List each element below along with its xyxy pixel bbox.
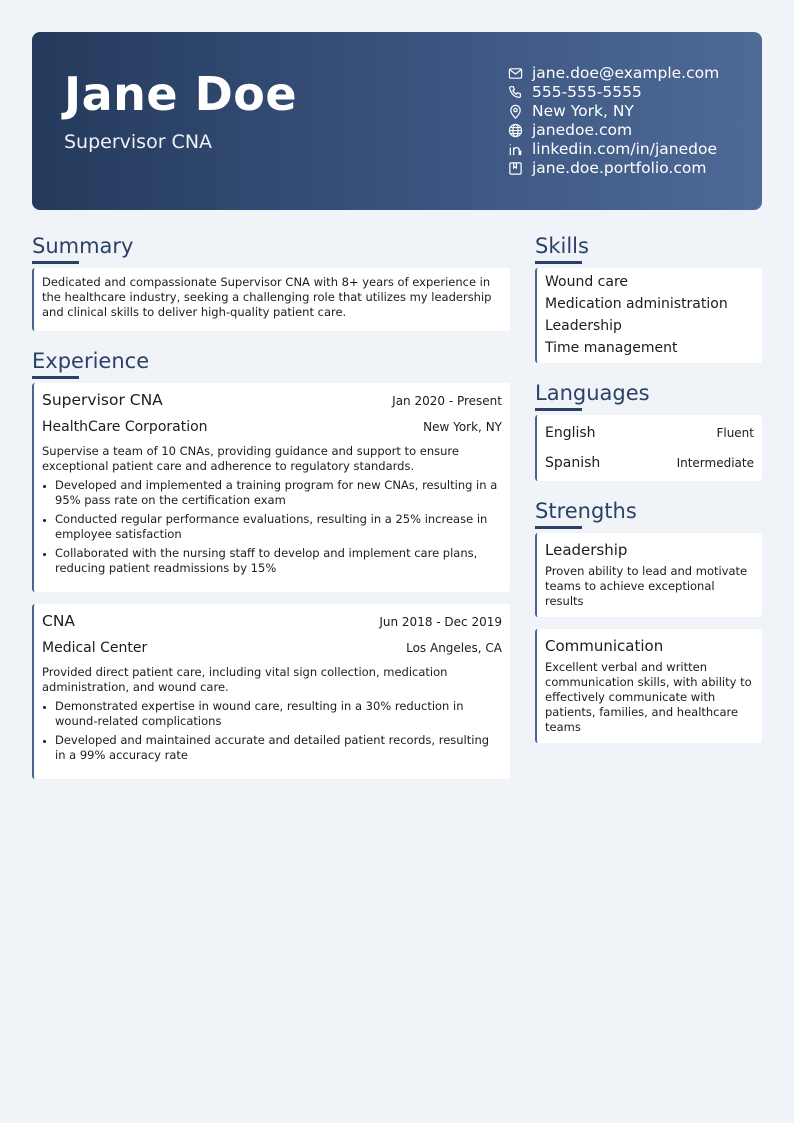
portfolio-icon [508, 159, 532, 178]
skill-item: Wound care [545, 274, 629, 290]
summary-card [32, 268, 510, 331]
language-name: Spanish [545, 455, 601, 471]
experience-description: Provided direct patient care, including vital sign collection, medication administration, and wound care. [42, 665, 448, 694]
experience-company: HealthCare Corporation [42, 419, 208, 435]
resume-header [32, 32, 762, 210]
experience-item [32, 604, 510, 779]
experience-role-row [42, 391, 502, 410]
main-column [32, 232, 510, 791]
experience-role: CNA [42, 612, 76, 630]
location-icon [508, 102, 532, 121]
contact-phone-text: 555-555-5555 [532, 83, 642, 101]
contact-website[interactable] [508, 121, 758, 140]
contact-linkedin[interactable] [508, 140, 758, 159]
experience-company-row [42, 418, 502, 436]
strength-description: Excellent verbal and written communication skills, with ability to effectively communicate with patients, families, and healthcare teams [545, 660, 752, 734]
experience-role: Supervisor CNA [42, 391, 163, 409]
language-level: Fluent [716, 426, 754, 440]
experience-location: New York, NY [423, 420, 502, 434]
experience-role-row [42, 612, 502, 631]
summary-section [32, 232, 510, 331]
skills-section [535, 232, 762, 363]
summary-heading: Summary [32, 234, 134, 258]
section-divider [32, 261, 79, 264]
contact-email-text: jane.doe@example.com [532, 64, 720, 82]
mail-icon [508, 64, 532, 83]
skills-card [535, 268, 762, 363]
strengths-heading: Strengths [535, 499, 637, 523]
experience-heading: Experience [32, 349, 150, 373]
experience-company-row [42, 639, 502, 657]
language-name: English [545, 425, 596, 441]
list-item: Conducted regular performance evaluations, resulting in a 25% increase in employee satisfaction [42, 512, 502, 542]
contact-linkedin-text: linkedin.com/in/janedoe [532, 140, 717, 158]
skill-item: Leadership [545, 318, 622, 334]
contact-phone[interactable] [508, 83, 758, 102]
list-item: Developed and maintained accurate and detailed patient records, resulting in a 99% accuracy rate [42, 733, 502, 763]
experience-section [32, 347, 510, 779]
experience-bullets [42, 699, 502, 763]
side-column [535, 232, 762, 755]
summary-text: Dedicated and compassionate Supervisor CNA with 8+ years of experience in the healthcare industry, seeking a challenging role that utilizes my leadership and clinical skills to deliver high-quality patient care. [42, 275, 492, 319]
languages-heading: Languages [535, 381, 650, 405]
phone-icon [508, 83, 532, 102]
contact-portfolio[interactable] [508, 159, 758, 178]
languages-card [535, 415, 762, 481]
language-level: Intermediate [676, 456, 754, 470]
experience-dates: Jan 2020 - Present [392, 394, 502, 408]
strength-item [535, 533, 762, 617]
contact-location [508, 102, 758, 121]
skill-item: Time management [545, 340, 678, 356]
list-item: Developed and implemented a training program for new CNAs, resulting in a 95% pass rate on the certification exam [42, 478, 502, 508]
language-item [545, 448, 754, 478]
contact-website-text: janedoe.com [532, 121, 633, 139]
candidate-title: Supervisor CNA [64, 131, 213, 153]
strength-name: Communication [545, 637, 664, 655]
candidate-name: Jane Doe [64, 67, 298, 121]
contact-location-text: New York, NY [532, 102, 634, 120]
languages-section [535, 379, 762, 481]
contact-list [508, 64, 758, 178]
strength-description: Proven ability to lead and motivate teams to achieve exceptional results [545, 564, 748, 608]
section-divider [535, 408, 582, 411]
strengths-section [535, 497, 762, 743]
globe-icon [508, 121, 532, 140]
skills-heading: Skills [535, 234, 589, 258]
experience-bullets [42, 478, 502, 576]
strength-name: Leadership [545, 541, 628, 559]
list-item: Demonstrated expertise in wound care, resulting in a 30% reduction in wound-related complications [42, 699, 502, 729]
section-divider [535, 261, 582, 264]
skill-item: Medication administration [545, 296, 728, 312]
experience-location: Los Angeles, CA [406, 641, 502, 655]
section-divider [32, 376, 79, 379]
contact-portfolio-text: jane.doe.portfolio.com [532, 159, 707, 177]
linkedin-icon [508, 140, 532, 159]
experience-item [32, 383, 510, 592]
contact-email[interactable] [508, 64, 758, 83]
list-item: Collaborated with the nursing staff to develop and implement care plans, reducing patient readmissions by 15% [42, 546, 502, 576]
experience-company: Medical Center [42, 640, 148, 656]
experience-dates: Jun 2018 - Dec 2019 [379, 615, 502, 629]
section-divider [535, 526, 582, 529]
strength-item [535, 629, 762, 743]
experience-description: Supervise a team of 10 CNAs, providing guidance and support to ensure exceptional patient care and adherence to regulatory standards. [42, 444, 459, 473]
language-item [545, 418, 754, 448]
